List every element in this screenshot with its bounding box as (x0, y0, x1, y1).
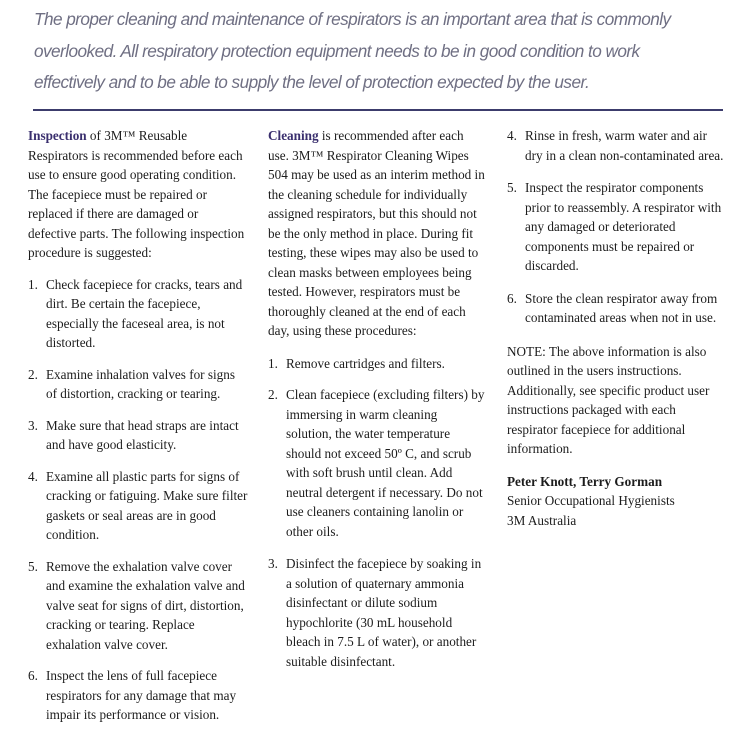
step-text: Check facepiece for cracks, tears and dirt. Be certain the facepiece, especially the faceseal area, is not distorted. (46, 276, 243, 350)
inspection-intro-text: of 3M™ Reusable Respirators is recommended before each use to ensure good operating condition. The facepiece must be repaired or replaced if there are damaged or defective parts. The following inspection procedure is suggested: (28, 128, 245, 260)
note-paragraph: NOTE: The above information is also outlined in the users instructions. Additionally, see specific product user instructions packaged with each respirator facepiece for additional information. (507, 343, 710, 456)
step-text: Clean facepiece (excluding filters) by immersing in warm cleaning solution, the water temperature should not exceed 50º C, and scrub with soft brush until clean. Add neutral detergent if necessary. Do not use cleaners containing lanolin or other oils. (286, 387, 485, 539)
step-number: 4. (507, 128, 517, 143)
step-text: Examine inhalation valves for signs of distortion, cracking or tearing. (46, 366, 235, 401)
cleaning-step (507, 126, 725, 165)
cleaning-step (507, 178, 725, 276)
step-number: 5. (507, 180, 517, 195)
step-text: Inspect the lens of full facepiece respirators for any damage that may impair its performance or vision. (46, 668, 237, 722)
step-number: 1. (268, 355, 278, 371)
step-text: Examine all plastic parts for signs of cracking or fatiguing. Make sure filter gaskets or seal areas are in good condition. (46, 468, 248, 542)
inspection-step (28, 365, 248, 404)
step-number: 4. (28, 468, 38, 484)
cleaning-step (268, 354, 486, 374)
cleaning-intro-text: is recommended after each use. 3M™ Respirator Cleaning Wipes 504 may be used as an interim method in the cleaning schedule for individually assigned respirators, but this should not be the only method in place. During fit testing, these wipes may also be used to clean masks between employees being tested. However, respirators must be thoroughly cleaned at the end of each day, using these procedures: (268, 128, 485, 338)
inspection-steps (28, 275, 248, 725)
cleaning-column (268, 126, 486, 684)
cleaning-heading: Cleaning (268, 128, 319, 143)
author-title: Senior Occupational Hygienists (507, 493, 675, 508)
step-text: Remove cartridges and filters. (286, 355, 445, 371)
step-number: 3. (268, 556, 278, 571)
cleaning-steps-continued (507, 126, 725, 328)
step-number: 2. (268, 387, 278, 402)
step-text: Store the clean respirator away from contaminated areas when not in use. (525, 290, 718, 325)
step-number: 6. (28, 668, 38, 683)
step-text: Make sure that head straps are intact and have good elasticity. (46, 417, 239, 452)
inspection-heading: Inspection (28, 128, 87, 143)
step-number: 3. (28, 417, 38, 433)
cleaning-intro (268, 126, 486, 341)
section-divider (33, 109, 723, 111)
author-names: Peter Knott, Terry Gorman (507, 473, 663, 489)
step-text: Inspect the respirator components prior to reassembly. A respirator with any damaged or deteriorated components must be repaired or discarded. (525, 180, 722, 273)
step-number: 6. (507, 290, 517, 306)
cleaning-step (268, 554, 486, 671)
cleaning-step (507, 289, 725, 328)
cleaning-steps (268, 354, 486, 672)
author-organization: 3M Australia (507, 512, 577, 528)
intro-paragraph: The proper cleaning and maintenance of respirators is an important area that is commonly overlooked. All respiratory protection equipment needs to be in good condition to work effectively and to be able to supply the level of protection expected by the user. (34, 9, 671, 92)
inspection-step (28, 416, 248, 455)
step-number: 2. (28, 366, 38, 382)
inspection-step (28, 666, 248, 725)
inspection-step (28, 467, 248, 545)
inspection-step (28, 275, 248, 353)
inspection-column (28, 126, 248, 737)
cleaning-continued-column (507, 126, 725, 530)
step-text: Rinse in fresh, warm water and air dry in a clean non-contaminated area. (525, 128, 724, 163)
inspection-intro (28, 126, 248, 263)
step-number: 1. (28, 276, 38, 292)
cleaning-step (268, 385, 486, 541)
step-number: 5. (28, 558, 38, 574)
step-text: Remove the exhalation valve cover and examine the exhalation valve and valve seat for signs of dirt, distortion, cracking or tearing. Replace exhalation valve cover. (46, 558, 245, 652)
step-text: Disinfect the facepiece by soaking in a solution of quaternary ammonia disinfectant or dilute sodium hypochlorite (30 mL household bleach in 7.5 L of water), or another suitable disinfectant. (286, 556, 482, 669)
inspection-step (28, 557, 248, 655)
